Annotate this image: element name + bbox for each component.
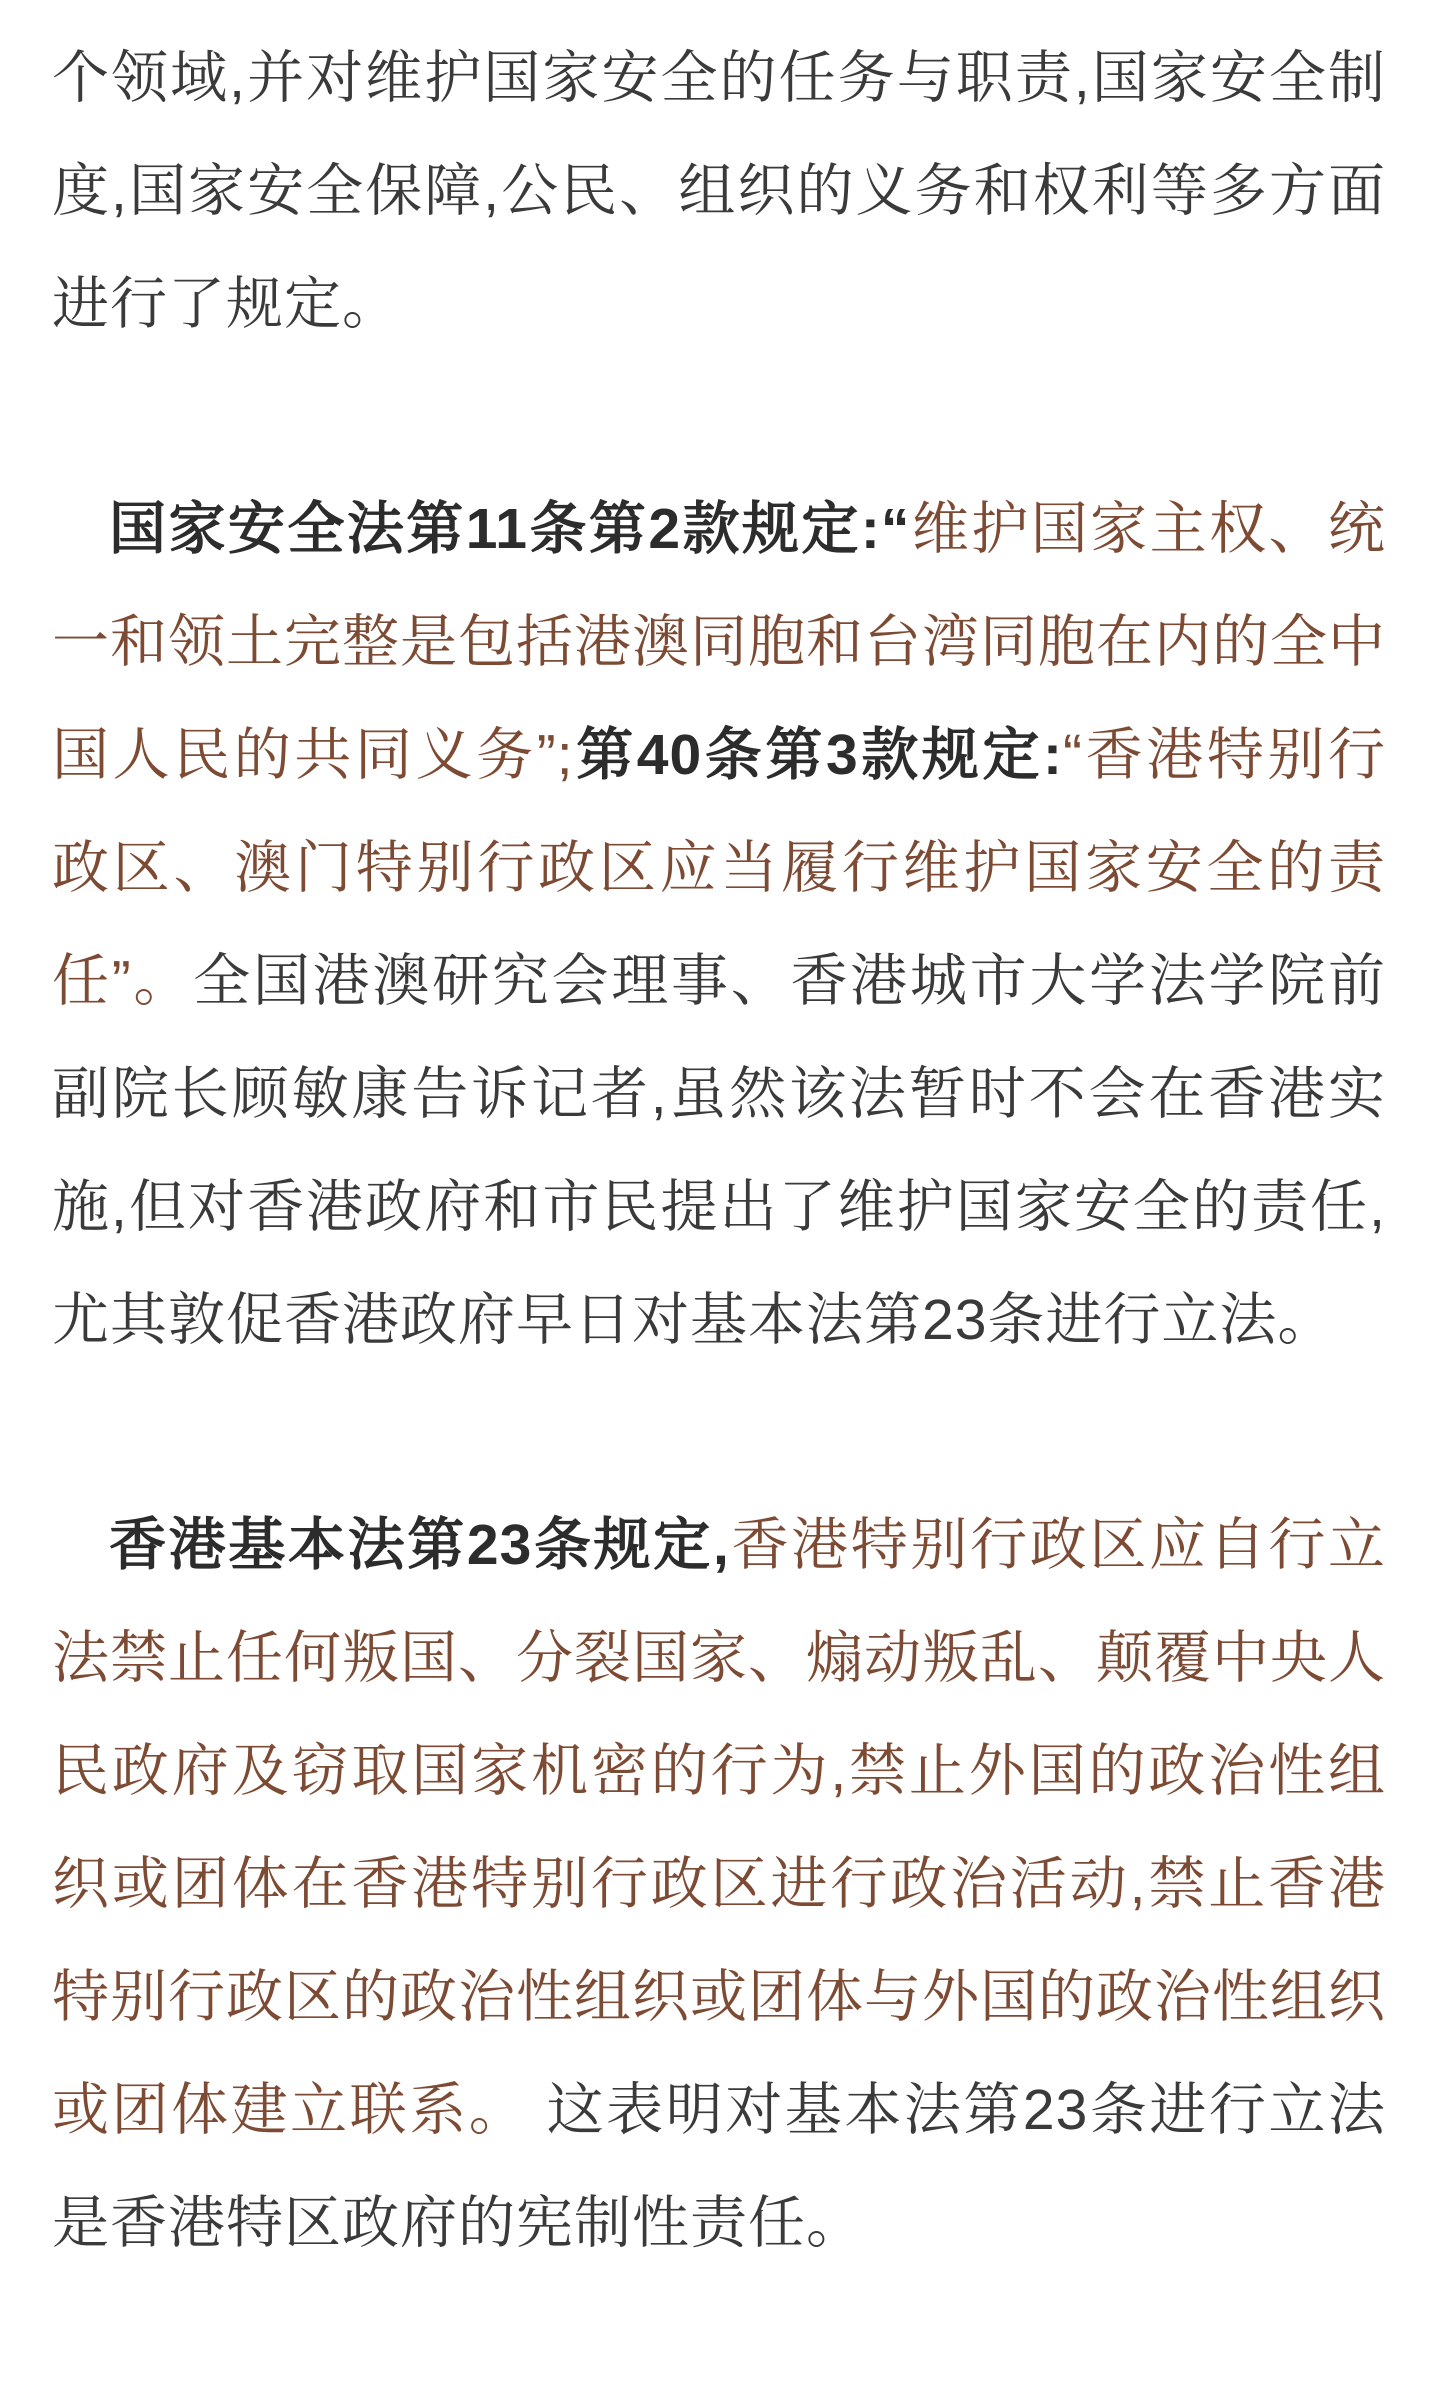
- paragraph-1-segment-1-normal: 个领域,并对维护国家安全的任务与职责,国家安全制度,国家安全保障,公民、组织的义务和权利等多方面进行了规定。: [52, 46, 1386, 336]
- paragraph-2-segment-3-bold: 第40条第3款规定:: [573, 723, 1064, 787]
- paragraph-2-segment-4-accent: “香港特别行政区、澳门特别行政区应当履行维护国家安全的责任”。: [52, 723, 1387, 1013]
- paragraph-2-segment-2-accent: 维护国家主权、统一和领土完整是包括港澳同胞和台湾同胞在内的全中国人民的共同义务”;: [52, 497, 1386, 787]
- paragraph-3-segment-1-bold: 香港基本法第23条规定,: [109, 1513, 730, 1577]
- paragraph-3-segment-2-accent: 香港特别行政区应自行立法禁止任何叛国、分裂国家、煽动叛乱、颠覆中央人民政府及窃取国家机密的行为,禁止外国的政治性组织或团体在香港特别行政区进行政治活动,禁止香港特别行政区的政治性组织或团体与外国的政治性组织或团体建立联系。: [52, 1513, 1386, 2142]
- paragraph-2: [52, 473, 1386, 1377]
- paragraph-2-segment-5-normal: 全国港澳研究会理事、香港城市大学法学院前副院长顾敏康告诉记者,虽然该法暂时不会在香港实施,但对香港政府和市民提出了维护国家安全的责任,尤其敦促香港政府早日对基本法第23条进行立法。: [52, 949, 1387, 1352]
- paragraph-3: [52, 1489, 1386, 2280]
- paragraph-3-segment-3-normal: 这表明对基本法第23条进行立法是香港特区政府的宪制性责任。: [52, 2078, 1386, 2255]
- paragraph-2-segment-1-bold: 国家安全法第11条第2款规定:“: [109, 497, 911, 561]
- paragraph-1: [52, 22, 1386, 361]
